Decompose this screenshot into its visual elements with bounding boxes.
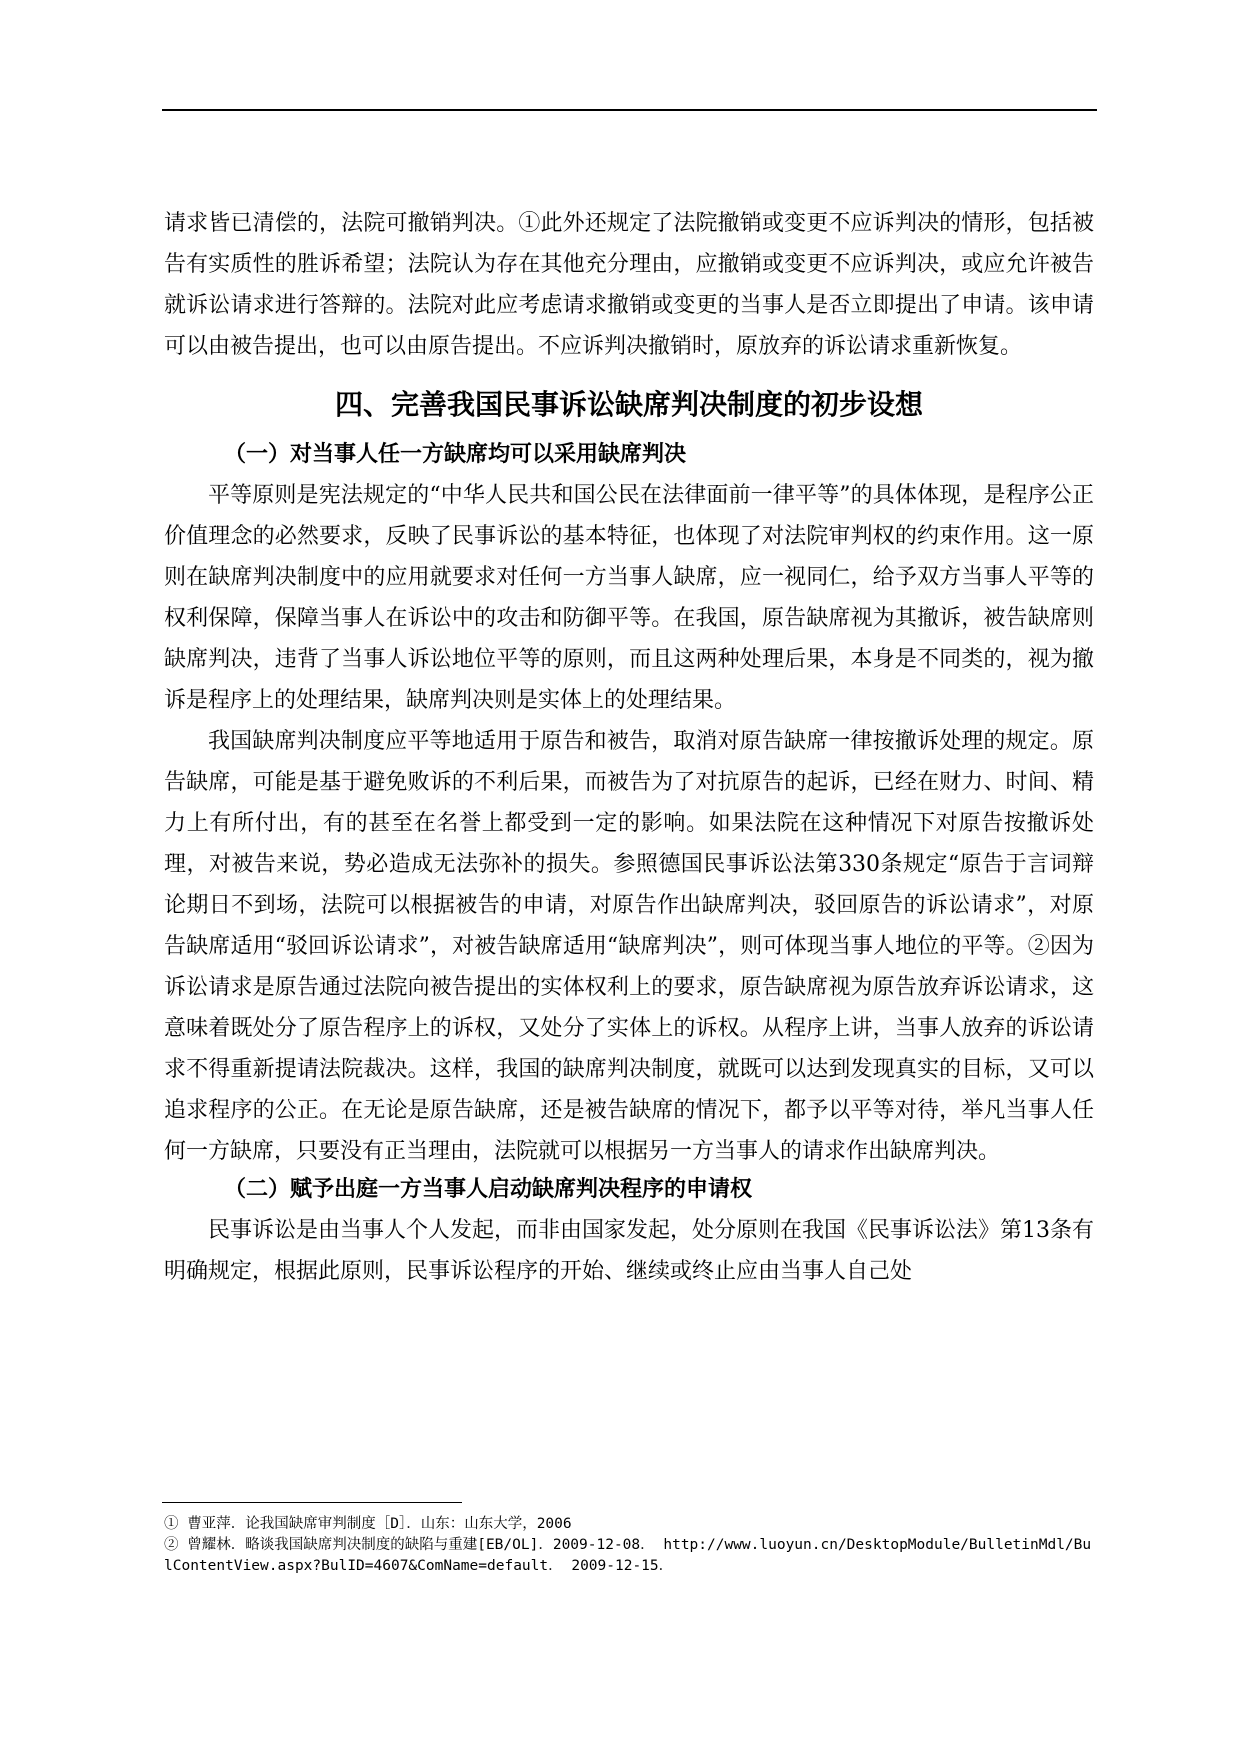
body-text (164, 203, 1094, 1292)
subheading-2: （二）赋予出庭一方当事人启动缺席判决程序的申请权 (224, 1177, 753, 1202)
header-rule (162, 109, 1097, 111)
footnote-2: ② 曾耀林．略谈我国缺席判决制度的缺陷与重建[EB/OL]．2009-12-08． http://www.luoyun.cn/DesktopModule/BulletinMdl/BulContentView.aspx?BulID=4607&ComName=default． 2009-12-15． (164, 1537, 1092, 1574)
subheading-1: （一）对当事人任一方缺席均可以采用缺席判决 (224, 442, 687, 467)
section-heading: 四、完善我国民事诉讼缺席判决制度的初步设想 (334, 388, 923, 421)
paragraph-1b: 我国缺席判决制度应平等地适用于原告和被告，取消对原告缺席一律按撤诉处理的规定。原告缺席，可能是基于避免败诉的不利后果，而被告为了对抗原告的起诉，已经在财力、时间、精力上有所付出，有的甚至在名誉上都受到一定的影响。如果法院在这种情况下对原告按撤诉处理，对被告来说，势必造成无法弥补的损失。参照德国民事诉讼法第330条规定“原告于言词辩论期日不到场，法院可以根据被告的申请，对原告作出缺席判决，驳回原告的诉讼请求”，对原告缺席适用“驳回诉讼请求”，对被告缺席适用“缺席判决”，则可体现当事人地位的平等。②因为诉讼请求是原告通过法院向被告提出的实体权利上的要求，原告缺席视为原告放弃诉讼请求，这意味着既处分了原告程序上的诉权，又处分了实体上的诉权。从程序上讲，当事人放弃的诉讼请求不得重新提请法院裁决。这样，我国的缺席判决制度，就既可以达到发现真实的目标，又可以追求程序的公正。在无论是原告缺席，还是被告缺席的情况下，都予以平等对待，举凡当事人任何一方缺席，只要没有正当理由，法院就可以根据另一方当事人的请求作出缺席判决。 (164, 729, 1094, 1164)
footnotes (164, 1514, 1094, 1577)
paragraph-2a: 民事诉讼是由当事人个人发起，而非由国家发起，处分原则在我国《民事诉讼法》第13条有明确规定，根据此原则，民事诉讼程序的开始、继续或终止应由当事人自己处 (164, 1218, 1094, 1284)
footnote-1: ① 曹亚萍．论我国缺席审判制度［D］．山东：山东大学，2006 (164, 1516, 572, 1532)
paragraph-intro: 请求皆已清偿的，法院可撤销判决。①此外还规定了法院撤销或变更不应诉判决的情形，包括被告有实质性的胜诉希望；法院认为存在其他充分理由，应撤销或变更不应诉判决，或应允许被告就诉讼请求进行答辩的。法院对此应考虑请求撤销或变更的当事人是否立即提出了申请。该申请可以由被告提出，也可以由原告提出。不应诉判决撤销时，原放弃的诉讼请求重新恢复。 (164, 211, 1094, 359)
footnote-rule (162, 1502, 462, 1503)
paragraph-1a: 平等原则是宪法规定的“中华人民共和国公民在法律面前一律平等”的具体体现，是程序公正价值理念的必然要求，反映了民事诉讼的基本特征，也体现了对法院审判权的约束作用。这一原则在缺席判决制度中的应用就要求对任何一方当事人缺席，应一视同仁，给予双方当事人平等的权利保障，保障当事人在诉讼中的攻击和防御平等。在我国，原告缺席视为其撤诉，被告缺席则缺席判决，违背了当事人诉讼地位平等的原则，而且这两种处理后果，本身是不同类的，视为撤诉是程序上的处理结果，缺席判决则是实体上的处理结果。 (164, 483, 1094, 713)
